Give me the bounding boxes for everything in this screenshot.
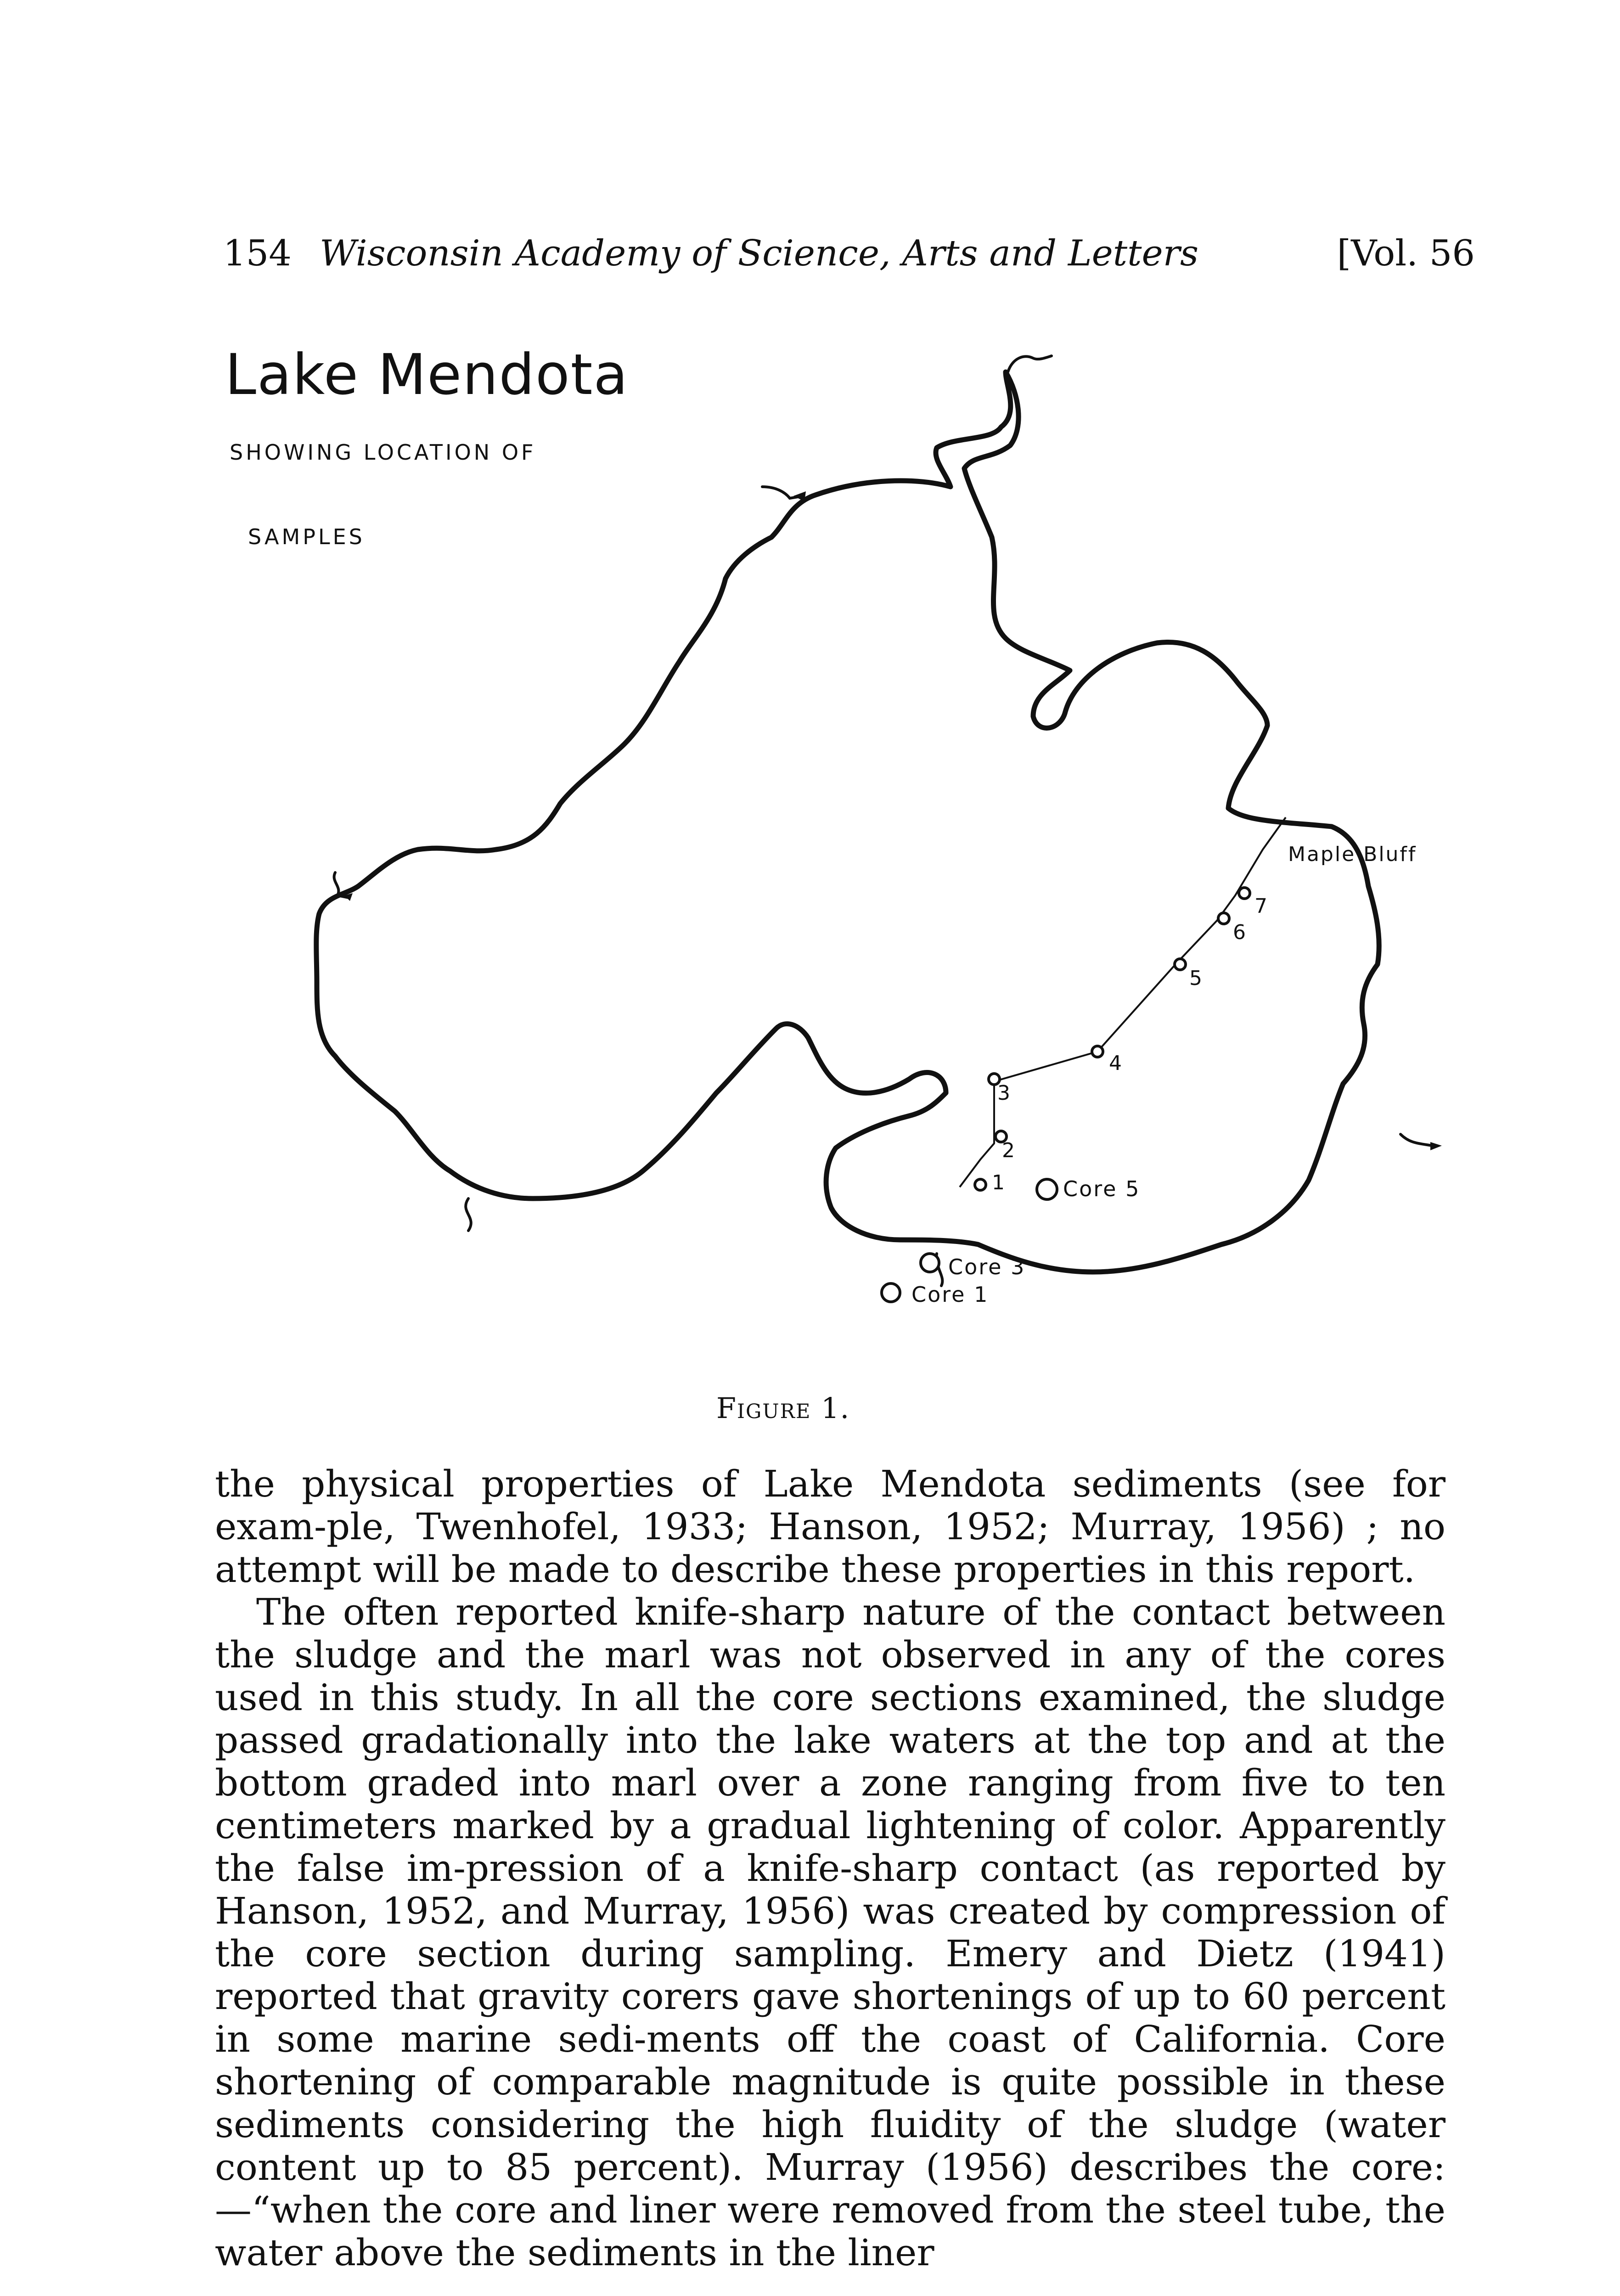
label-core-5: Core 5 — [1063, 1176, 1141, 1201]
map-title: Lake Mendota — [225, 342, 629, 407]
page-number: 154 — [223, 233, 292, 274]
figure-caption: Figure 1. — [716, 1391, 850, 1425]
sample-station-1 — [975, 1179, 986, 1190]
label-station-3: 3 — [997, 1081, 1010, 1105]
stream-southwest — [466, 1199, 471, 1231]
lake-map — [211, 321, 1492, 1378]
volume-label: [Vol. 56 — [1337, 233, 1475, 274]
sample-station-6 — [1218, 913, 1229, 924]
label-station-5: 5 — [1189, 967, 1202, 990]
label-core-3: Core 3 — [948, 1255, 1026, 1279]
core-1-marker — [882, 1283, 900, 1302]
label-core-1: Core 1 — [911, 1282, 989, 1307]
label-station-1: 1 — [992, 1171, 1005, 1194]
body-text — [215, 1463, 1446, 2274]
lake-map-figure — [211, 321, 1492, 1378]
paragraph-1: the physical properties of Lake Mendota sediments (see for exam-ple, Twenhofel, 1933; Hanson, 1952; Murray, 1956) ; no attempt will be made to describe these properties in this report. — [215, 1463, 1446, 1591]
sample-station-5 — [1175, 959, 1186, 970]
journal-title: Wisconsin Academy of Science, Arts and Letters — [320, 233, 1198, 274]
lake-shoreline — [316, 372, 1379, 1272]
label-station-7: 7 — [1254, 895, 1267, 918]
map-subtitle-line1: SHOWING LOCATION OF — [230, 440, 536, 465]
label-station-6: 6 — [1233, 921, 1246, 944]
label-maple-bluff: Maple Bluff — [1288, 843, 1417, 866]
core-3-marker — [921, 1254, 939, 1272]
running-header — [223, 226, 1475, 281]
label-station-4: 4 — [1109, 1052, 1122, 1075]
sample-station-7 — [1239, 888, 1250, 899]
sample-transect — [960, 817, 1286, 1187]
sample-station-4 — [1092, 1046, 1103, 1057]
stream-north — [1008, 356, 1052, 372]
label-station-2: 2 — [1002, 1139, 1015, 1162]
paragraph-2: The often reported knife-sharp nature of the contact between the sludge and the marl was not observed in any of the cores used in this study. In all the core sections examined, the sludge passed gradationally into the lake waters at the top and at the bottom graded into marl over a zone ranging from five to ten centimeters marked by a gradual lightening of color. Apparently the false im-pression of a knife-sharp contact (as reported by Hanson, 1952, and Murray, 1956) was created by compression of the core section during sampling. Emery and Dietz (1941) reported that gravity corers gave shortenings of up to 60 percent in some marine sedi-ments off the coast of California. Core shortening of comparable magnitude is quite possible in these sediments considering the high fluidity of the sludge (water content up to 85 percent). Murray (1956) describes the core:—“when the core and liner were removed from the steel tube, the water above the sediments in the liner — [215, 1591, 1446, 2274]
core-5-marker — [1037, 1179, 1057, 1199]
stream-east — [1401, 1134, 1433, 1146]
map-subtitle-line2: SAMPLES — [248, 524, 365, 549]
